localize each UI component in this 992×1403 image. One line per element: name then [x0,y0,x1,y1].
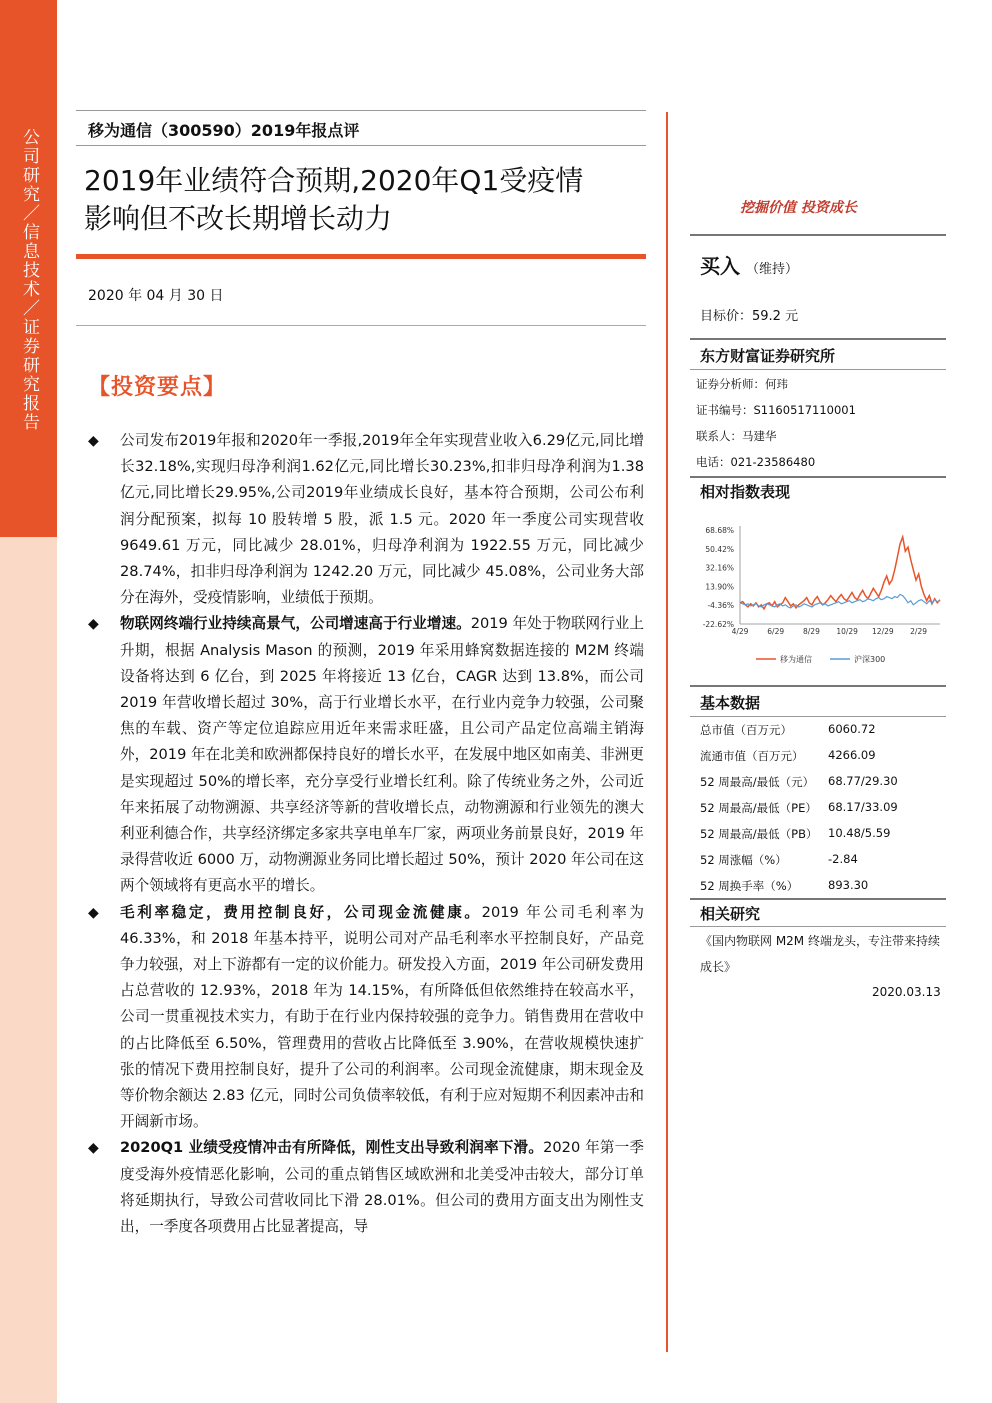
paragraph-3 [88,900,644,1136]
x-tick-label: 12/29 [872,627,894,636]
x-tick-label: 8/29 [803,627,820,636]
right-rule-5 [690,685,946,687]
report-title [84,162,644,238]
paragraph-text: 2020 年第一季度受海外疫情恶化影响，公司的重点销售区域欧洲和北美受冲击较大，部分订单将延期执行，导致公司营收同比下滑 28.01%。但公司的费用方面支出为刚性支出，一季度各项费用占比显著提高，导 [120,1139,644,1236]
target-price: 目标价：59.2 元 [700,309,799,324]
paragraph-text: 2019 年处于物联网行业上升期，根据 Analysis Mason 的预测，2019 年采用蜂窝数据连接的 M2M 终端设备将达到 6 亿台，到 2025 年将接近 13 亿台，CAGR 达到 13.8%，而公司 2019 年营收增长超过 30%，高于行业增长水平，在行业内竞争力较强，公司聚焦的车载、资产等定位追踪应用近年来需求旺盛，且公司产品定位高端主销海外，2019 年在北美和欧洲都保持良好的增长水平，在发展中地区如南美、非洲更是实现超过 50%的增长率，充分享受行业增长红利。除了传统业务之外，公司近年来拓展了动物溯源、共享经济等新的营收增长点，动物溯源和行业领先的澳大利亚利德合作，共享经济绑定多家共享电单车厂家，两项业务前景良好，2019 年录得营收近 6000 万，动物溯源业务同比增长超过 50%，预计 2020 年公司在这两个领域将有更高水平的增长。 [120,615,644,895]
sidebar-accent [0,0,57,537]
basic-value: 68.77/29.30 [828,774,898,788]
basic-value: 10.48/5.59 [828,826,891,840]
phone: 电话：021-23586480 [696,455,816,469]
right-rule-8 [690,926,946,927]
series-line-stock [740,537,940,609]
section-title: 【投资要点】 [88,375,227,400]
paragraph-lead: 2020Q1 业绩受疫情冲击有所降低，刚性支出导致利润率下滑。 [120,1139,544,1157]
x-tick-label: 10/29 [836,627,858,636]
basic-key: 52 周最高/最低（PE） [700,801,817,815]
y-tick-label: 50.42% [705,544,734,554]
right-rule-2 [690,338,946,340]
contact: 联系人：马建华 [696,429,777,443]
basic-value: 893.30 [828,878,869,892]
bullet-icon: ◆ [88,433,99,449]
chart-heading: 相对指数表现 [700,483,791,501]
legend-label: 移为通信 [780,655,812,664]
paragraph-lead: 物联网终端行业持续高景气，公司增速高于行业增速。 [120,615,471,633]
right-rule-6 [690,716,946,717]
slogan: 挖掘价值 投资成长 [740,200,857,216]
right-rule-3 [690,369,946,370]
basic-heading: 基本数据 [700,694,761,712]
column-divider [666,112,668,1352]
y-tick-label: -4.36% [707,601,734,611]
report-body [88,428,644,1240]
basic-key: 流通市值（百万元） [700,749,804,763]
x-tick-label: 2/29 [910,627,927,636]
bullet-icon: ◆ [88,904,99,921]
bullet-icon: ◆ [88,616,99,633]
title-line-1: 2019年业绩符合预期,2020年Q1受疫情 [84,164,584,197]
report-category: 公司研究／信息技术／证券研究报告 [19,128,39,432]
paragraph-text: 2019 年公司毛利率为 46.33%，和 2018 年基本持平，说明公司对产品毛利率水平控制良好，产品竞争力较强，对上下游都有一定的议价能力。研发投入方面，2019 年公司研发费用占总营收的 12.93%，2018 年为 14.15%，有所降低但依然维持在较高水平，公司一贯重视技术实力，有助于在行业内保持较强的竞争力。销售费用在营收中的占比降低至 6.50%，管理费用的营收占比降低至 3.90%，在营收规模快速扩张的情况下费用控制良好，提升了公司的利润率。公司现金流健康，期末现金及等价物余额达 2.83 亿元，同时公司负债率较低，有利于应对短期不利因素冲击和开阔新市场。 [120,903,644,1131]
analyst-info [696,371,856,475]
y-tick-label: 32.16% [705,563,734,573]
header-rule-top [76,110,646,111]
rating-value: 买入 [700,254,740,278]
title-line-2: 影响但不改长期增长动力 [84,202,393,235]
basic-value: -2.84 [828,852,858,866]
bullet-icon: ◆ [88,1140,99,1157]
research-heading: 相关研究 [700,905,761,923]
title-rule [76,254,646,259]
paragraph-2 [88,611,644,899]
date-rule [76,325,646,326]
basic-key: 52 周涨幅（%） [700,853,787,867]
basic-key: 52 周最高/最低（PB） [700,827,818,841]
institute-name: 东方财富证券研究所 [700,347,836,365]
relative-performance-chart [696,512,946,682]
related-research-link[interactable]: 《国内物联网 M2M 终端龙头，专注带来持续成长》 [700,934,940,974]
header-rule-mid [76,145,646,146]
y-tick-label: -22.62% [702,620,734,629]
basic-key: 52 周换手率（%） [700,879,799,893]
y-tick-label: 68.68% [705,526,734,535]
research-date: 2020.03.13 [872,985,941,999]
analyst: 证券分析师：何玮 [696,377,788,391]
x-tick-label: 4/29 [731,627,749,636]
cert-number: 证书编号：S1160517110001 [696,403,856,417]
y-tick-label: 13.90% [705,582,734,592]
basic-value: 4266.09 [828,748,876,762]
basic-value: 6060.72 [828,722,876,736]
paragraph-1 [88,428,644,611]
rating-note: （维持） [746,262,799,277]
paragraph-4 [88,1135,644,1240]
right-rule-1 [690,234,946,236]
right-rule-7 [690,898,946,900]
rating [700,250,798,279]
paragraph-lead: 毛利率稳定，费用控制良好，公司现金流健康。 [120,903,482,921]
sidebar-light [0,537,57,1403]
report-subtitle: 移为通信（300590）2019年报点评 [88,121,360,140]
report-date: 2020 年 04 月 30 日 [88,288,224,304]
right-rule-4 [690,476,946,478]
basic-value: 68.17/33.09 [828,800,898,814]
legend-label: 沪深300 [854,655,886,664]
x-tick-label: 6/29 [767,627,785,636]
basic-key: 52 周最高/最低（元） [700,775,815,789]
basic-key: 总市值（百万元） [700,723,792,737]
paragraph-text: 公司发布2019年报和2020年一季报,2019年全年实现营业收入6.29亿元,同比增长32.18%,实现归母净利润1.62亿元,同比增长30.23%,扣非归母净利润为1.38亿元,同比增长29.95%,公司2019年业绩成长良好，基本符合预期，公司公布利润分配预案，拟每 10 股转增 5 股，派 1.5 元。2020 年一季度公司实现营收 9649.61 万元，同比减少 28.01%，归母净利润为 1922.55 万元，同比减少 28.74%，扣非归母净利润为 1242.20 万元，同比减少 45.08%，公司业务大部分在海外，受疫情影响，业绩低于预期。 [120,432,644,607]
